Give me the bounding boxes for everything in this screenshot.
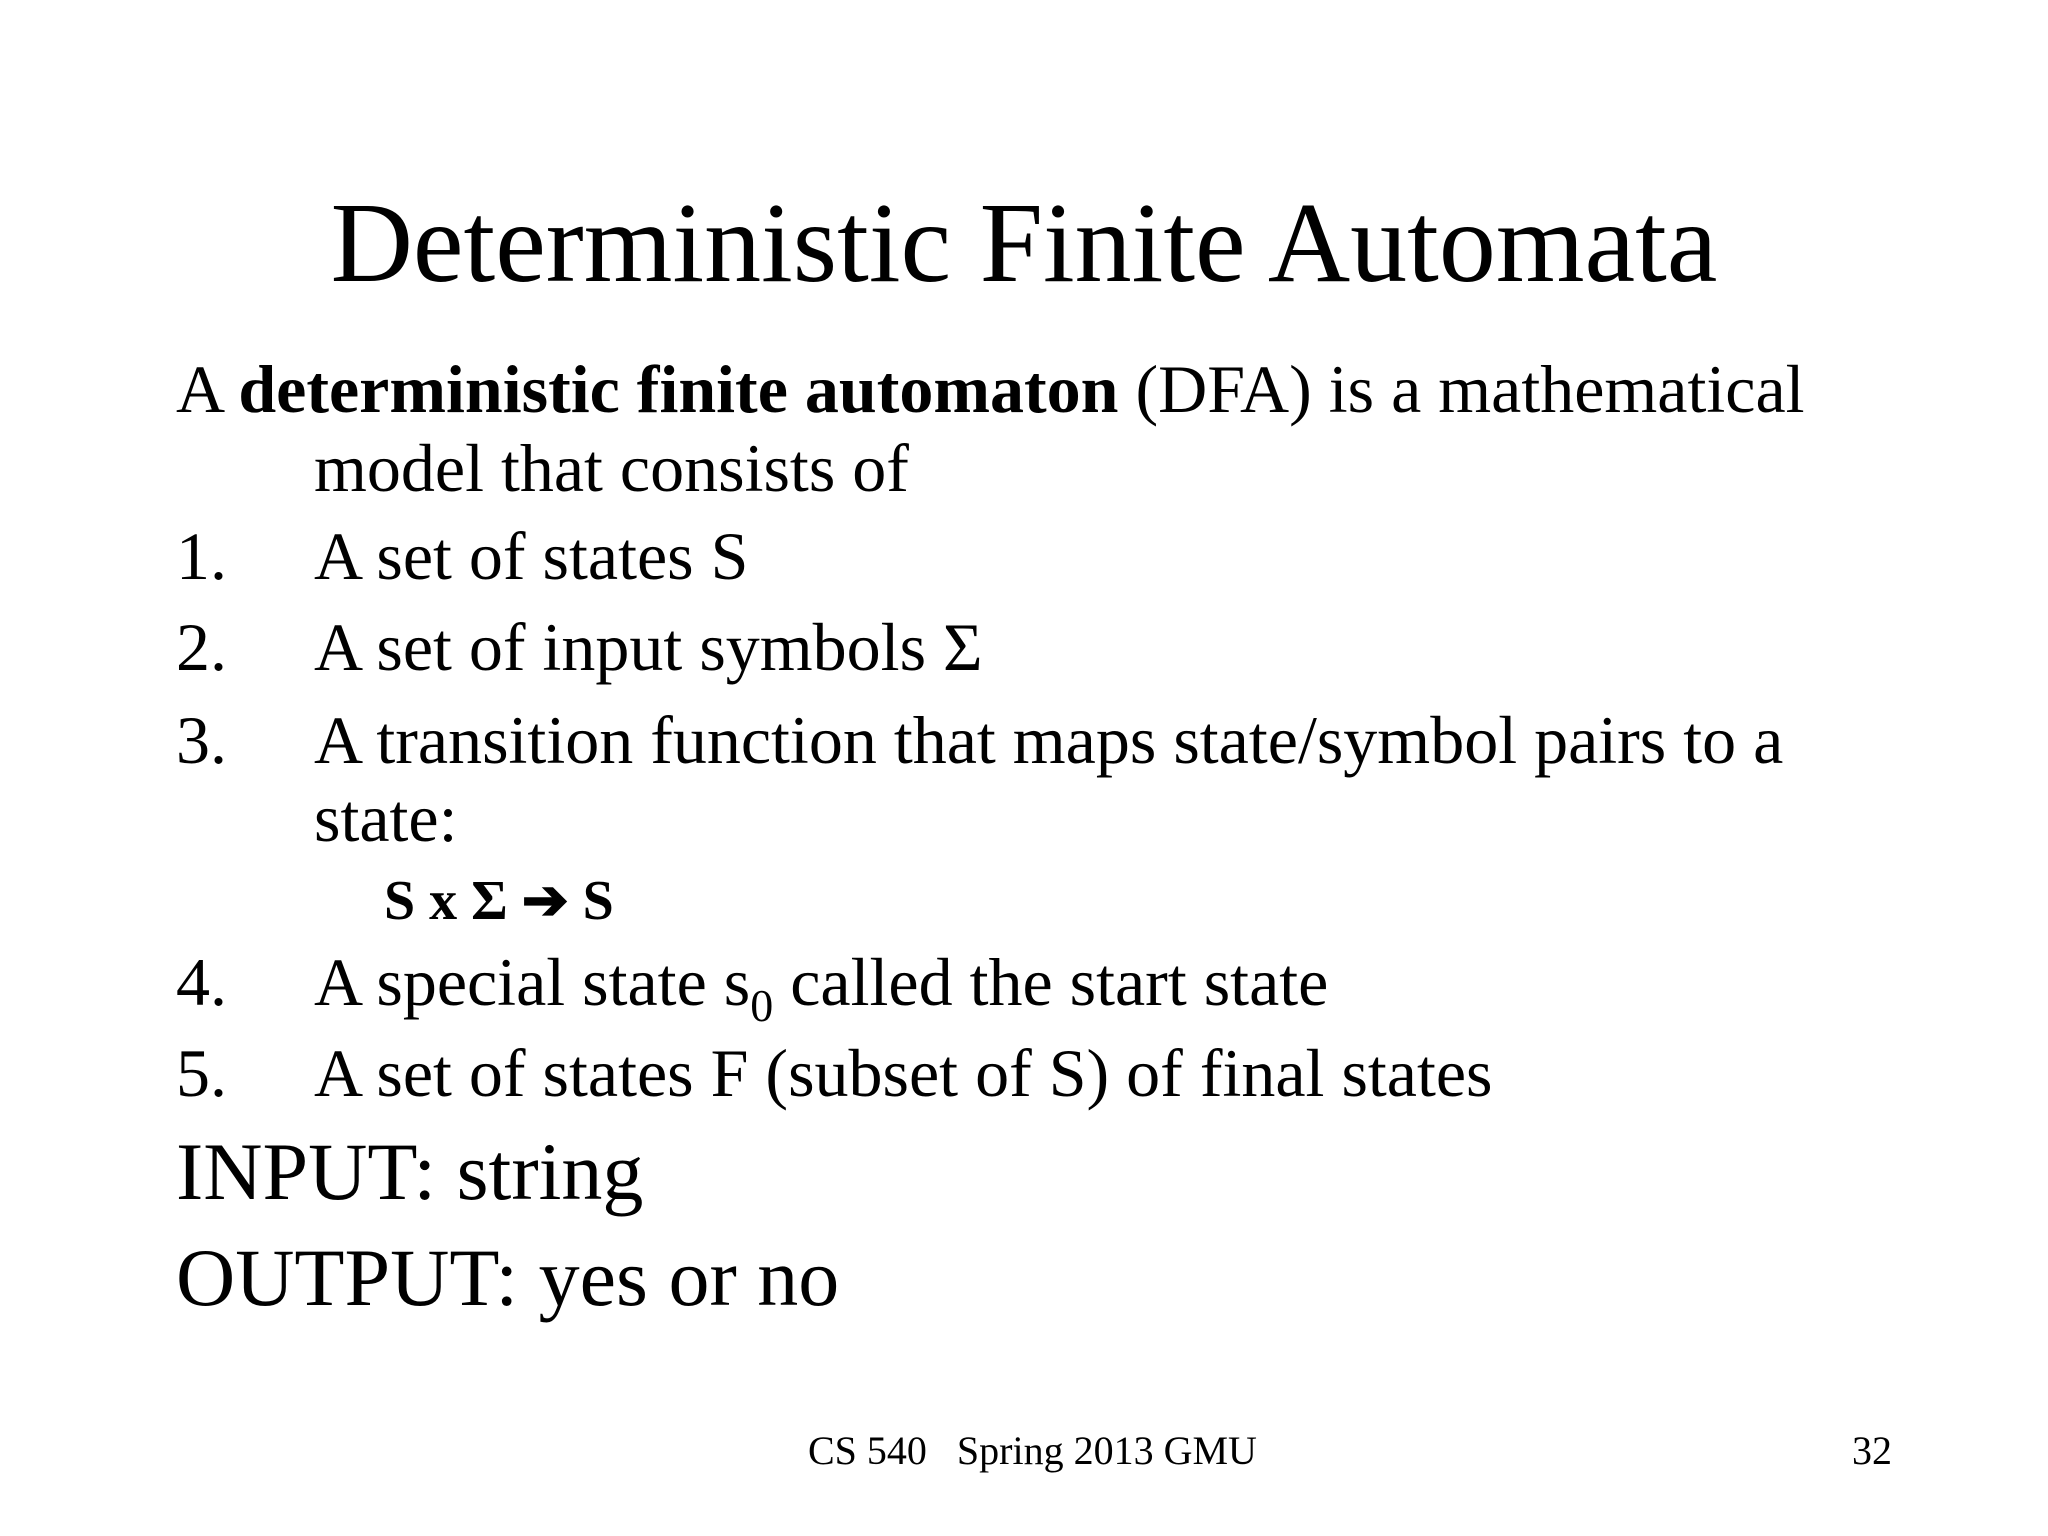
intro-line-1 bbox=[176, 351, 1805, 427]
item-4-text-post: called the start state bbox=[773, 944, 1329, 1020]
item-5-text: A set of states F (subset of S) of final states bbox=[314, 1035, 1493, 1111]
start-state-subscript: 0 bbox=[750, 980, 774, 1031]
intro-post: (DFA) is a mathematical bbox=[1118, 351, 1805, 427]
item-4-text bbox=[314, 944, 1329, 1031]
item-5-number: 5. bbox=[176, 1035, 227, 1111]
item-3-number: 3. bbox=[176, 702, 227, 778]
item-4-text-pre: A special state s bbox=[314, 944, 751, 1020]
intro-bold-term: deterministic finite automaton bbox=[238, 351, 1119, 427]
page-number: 32 bbox=[1852, 1428, 1892, 1473]
item-4-number: 4. bbox=[176, 944, 227, 1020]
input-line: INPUT: string bbox=[176, 1126, 644, 1217]
output-line: OUTPUT: yes or no bbox=[176, 1232, 840, 1323]
intro-pre: A bbox=[176, 351, 239, 427]
slide-footer: CS 540 Spring 2013 GMU bbox=[808, 1428, 1257, 1473]
item-3-text: A transition function that maps state/symbol pairs to a bbox=[314, 702, 1784, 778]
intro-line-2: model that consists of bbox=[314, 430, 909, 506]
item-3-text-continued: state: bbox=[314, 780, 458, 856]
slide-title: Deterministic Finite Automata bbox=[330, 179, 1718, 306]
transition-formula: S x Σ ➔ S bbox=[384, 870, 614, 932]
item-2-text: A set of input symbols Σ bbox=[314, 609, 983, 685]
item-1-number: 1. bbox=[176, 518, 227, 594]
item-1-text: A set of states S bbox=[314, 518, 749, 594]
item-2-number: 2. bbox=[176, 609, 227, 685]
